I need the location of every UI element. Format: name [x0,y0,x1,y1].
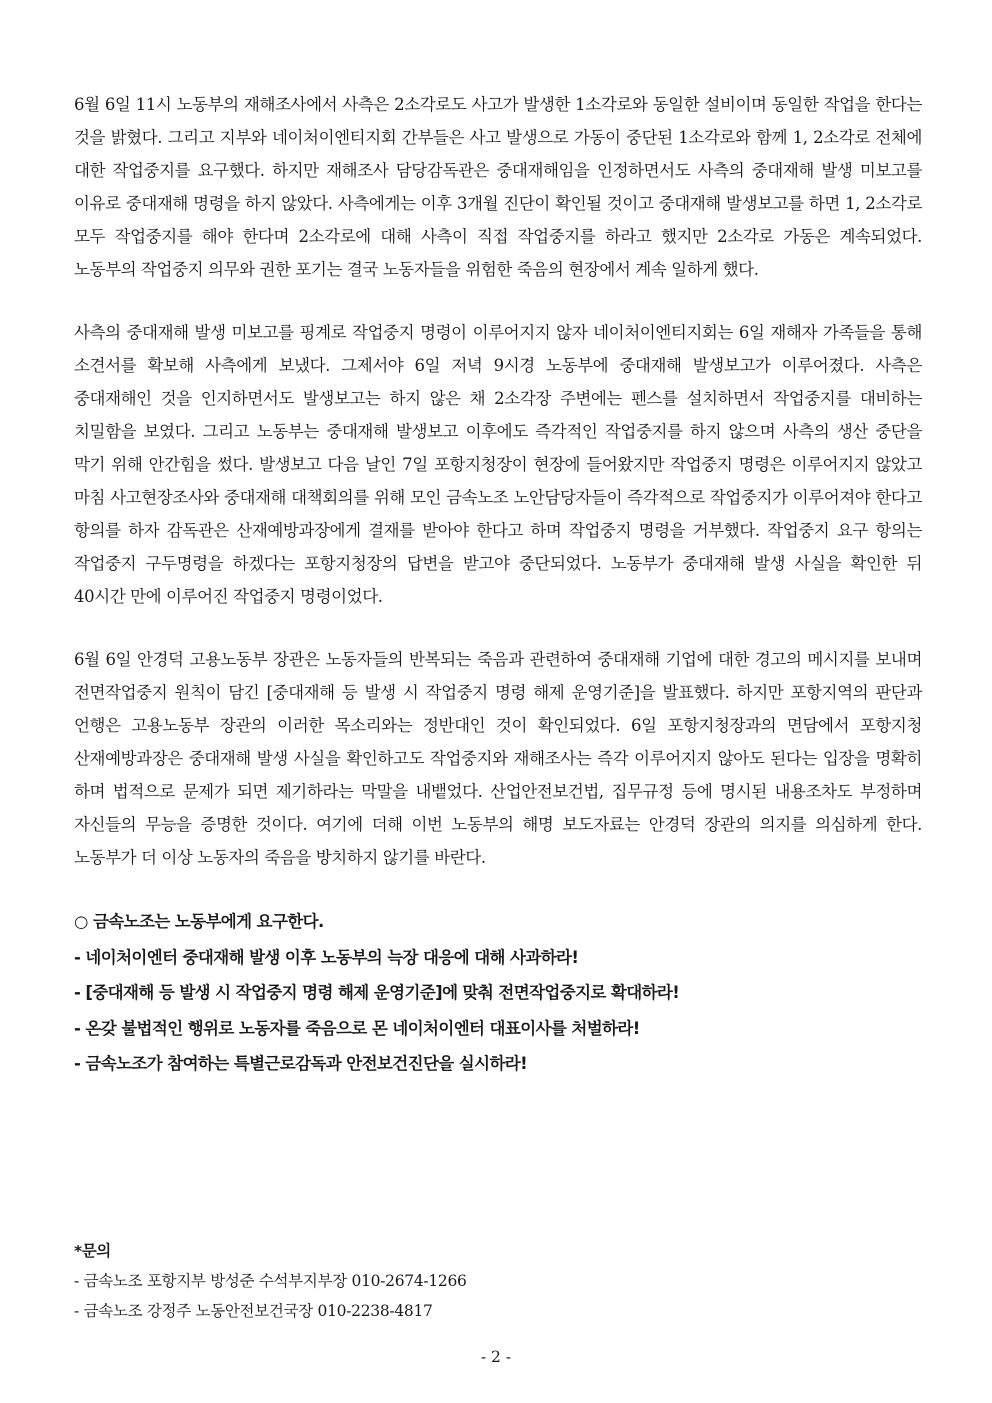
contact-line-pohang: - 금속노조 포항지부 방성준 수석부지부장 010-2674-1266 [74,1272,467,1290]
paragraph-minister-guidelines: 6월 6일 안경덕 고용노동부 장관은 노동자들의 반복되는 죽음과 관련하여 중대재해 기업에 대한 경고의 메시지를 보내며 전면작업중지 원칙이 담긴 [중대재해 등 발생 시 작업중지 명령 해제 운영기준]을 발표했다. 하지만 포항지역의 판단과 언행은 고용노동부 장관의 이러한 목소리와는 정반대인 것이 확인되었다. 6일 포항지청장과의 면담에서 포항지청 산재예방과장은 중대재해 발생 사실을 확인하고도 작업중지와 재해조사는 즉각 이루어지지 않아도 된다는 입장을 명확히 하며 법적으로 문제가 되면 제기하라는 막말을 내뱉었다. 산업안전보건법, 집무규정 등에 명시된 내용조차도 부정하며 자신들의 무능을 증명한 것이다. 여기에 더해 이번 노동부의 해명 보도자료는 안경덕 장관의 의지를 의심하게 한다. 노동부가 더 이상 노동자의 죽음을 방치하지 않기를 바란다. [74,650,922,867]
demand-item-punish-ceo: - 온갖 불법적인 행위로 노동자를 죽음으로 몬 네이처이엔터 대표이사를 처벌하라! [74,1018,640,1038]
demand-item-full-stop: - [중대재해 등 발생 시 작업중지 명령 해제 운영기준]에 맞춰 전면작업중지로 확대하라! [74,983,680,1002]
contact-line-safety: - 금속노조 강정주 노동안전보건국장 010-2238-4817 [74,1302,433,1320]
contact-heading: *문의 [74,1242,111,1260]
document-body [74,88,922,1082]
demand-item-inspection: - 금속노조가 참여하는 특별근로감독과 안전보건진단을 실시하라! [74,1054,528,1073]
demand-item-apology: - 네이처이엔터 중대재해 발생 이후 노동부의 늑장 대응에 대해 사과하라! [74,947,579,967]
page-number: - 2 - [480,1348,512,1366]
demands-heading: ○ 금속노조는 노동부에게 요구한다. [74,912,324,931]
contact-section [74,1236,922,1326]
paragraph-report-delay: 사측의 중대재해 발생 미보고를 핑계로 작업중지 명령이 이루어지지 않자 네이처이엔티지회는 6일 재해자 가족들을 통해 소견서를 확보해 사측에게 보냈다. 그제서야 6일 저녁 9시경 노동부에 중대재해 발생보고가 이루어졌다. 사측은 중대재해인 것을 인지하면서도 발생보고는 하지 않은 채 2소각장 주변에는 펜스를 설치하면서 작업중지를 대비하는 치밀함을 보였다. 그리고 노동부는 중대재해 발생보고 이후에도 즉각적인 작업중지를 하지 않으며 사측의 생산 중단을 막기 위해 안간힘을 썼다. 발생보고 다음 날인 7일 포항지청장이 현장에 들어왔지만 작업중지 명령은 이루어지지 않았고 마침 사고현장조사와 중대재해 대책회의를 위해 모인 금속노조 노안담당자들이 즉각적으로 작업중지가 이루어져야 한다고 항의를 하자 감독관은 산재예방과장에게 결재를 받아야 한다고 하며 작업중지 명령을 거부했다. 작업중지 요구 항의는 작업중지 구두명령을 하겠다는 포항지청장의 답변을 받고야 중단되었다. 노동부가 중대재해 발생 사실을 확인한 뒤 40시간 만에 이루어진 작업중지 명령이었다. [74,323,922,606]
demands-section [74,904,922,1082]
paragraph-work-stop-refusal: 6월 6일 11시 노동부의 재해조사에서 사측은 2소각로도 사고가 발생한 1소각로와 동일한 설비이며 동일한 작업을 한다는 것을 밝혔다. 그리고 지부와 네이처이엔티지회 간부들은 사고 발생으로 가동이 중단된 1소각로와 함께 1, 2소각로 전체에 대한 작업중지를 요구했다. 하지만 재해조사 담당감독관은 중대재해임을 인정하면서도 사측의 중대재해 발생 미보고를 이유로 중대재해 명령을 하지 않았다. 사측에게는 이후 3개월 진단이 확인될 것이고 중대재해 발생보고를 하면 1, 2소각로 모두 작업중지를 해야 한다며 2소각로에 대해 사측이 직접 작업중지를 하라고 했지만 2소각로 가동은 계속되었다. 노동부의 작업중지 의무와 권한 포기는 결국 노동자들을 위험한 죽음의 현장에서 계속 일하게 했다. [74,95,922,279]
